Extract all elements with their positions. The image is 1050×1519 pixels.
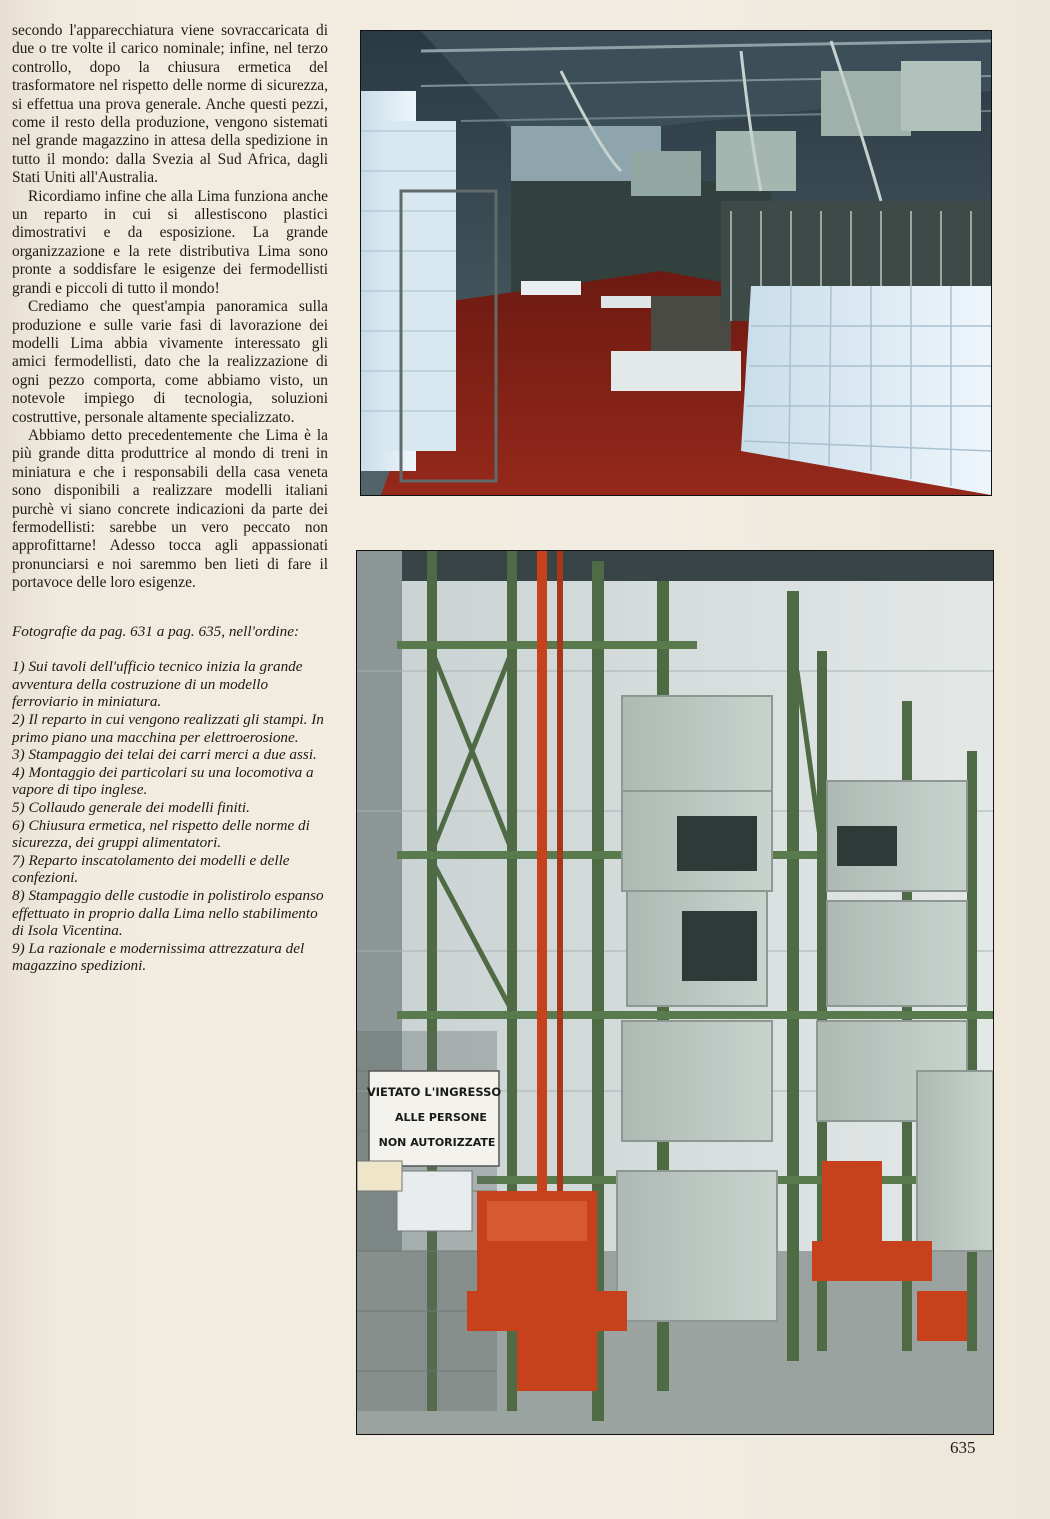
captions-intro: Fotografie da pag. 631 a pag. 635, nell'ordine:: [12, 622, 300, 640]
paragraph-2: Ricordiamo infine che alla Lima funziona anche un reparto in cui si allestiscono plastici dimostrativi e da esposizione. La grande organizzazione e la rete distributiva Lima sono pronte a soddisfare le esigenze dei fermodellisti grandi e piccoli di tutto il mondo!: [12, 187, 328, 297]
packaging-scene: [361, 31, 991, 495]
paragraph-1: secondo l'apparecchiatura viene sovraccaricata di due o tre volte il carico nominale; infine, nel terzo controllo, dopo la chiusura ermetica del trasformatore nel rispetto delle norme di sicurezza, si effettua una prova generale. Anche questi pezzi, come il resto della produzione, vengono sistemati nel grande magazzino in attesa della spedizione in tutto il mondo: dalla Svezia al Sud Africa, dagli Stati Uniti all'Australia.: [12, 22, 328, 187]
sign-line-2: ALLE PERSONE: [395, 1111, 487, 1124]
photo-captions: [12, 623, 328, 975]
caption-8: 8) Stampaggio delle custodie in polistirolo espanso effettuato in proprio dalla Lima nello stabilimento di Isola Vicentina.: [12, 886, 324, 940]
caption-9: 9) La razionale e modernissima attrezzatura del magazzino spedizioni.: [12, 939, 305, 975]
sign-line-1: VIETATO L'INGRESSO: [366, 1085, 502, 1099]
photo-packaging-department: [360, 30, 992, 496]
article-body: [12, 22, 328, 593]
sign-line-3: NON AUTORIZZATE: [378, 1136, 496, 1149]
caption-7: 7) Reparto inscatolamento dei modelli e delle confezioni.: [12, 851, 290, 887]
text-column: [12, 22, 328, 975]
warehouse-scene: [357, 551, 993, 1434]
caption-3: 3) Stampaggio dei telai dei carri merci a due assi.: [12, 746, 317, 764]
caption-2: 2) Il reparto in cui vengono realizzati gli stampi. In primo piano una macchina per elettroerosione.: [12, 710, 324, 746]
caption-1: 1) Sui tavoli dell'ufficio tecnico inizia la grande avventura della costruzione di un modello ferroviario in miniatura.: [12, 658, 303, 711]
caption-5: 5) Collaudo generale dei modelli finiti.: [12, 798, 250, 816]
page-number: 635: [950, 1438, 976, 1457]
paragraph-4: Abbiamo detto precedentemente che Lima è la più grande ditta produttrice al mondo di treni in miniatura e che i responsabili della casa veneta sono disponibili a realizzare modelli italiani purchè vi siano concrete indicazioni da parte dei fermodellisti: sarebbe un vero peccato non approfittarne! Adesso tocca agli appassionati pronunciarsi e noi saremmo ben lieti di fare il portavoce delle loro esigenze.: [12, 426, 328, 592]
paragraph-3: Crediamo che quest'ampia panoramica sulla produzione e sulle varie fasi di lavorazione dei modelli Lima abbia vivamente interessato gli amici fermodellisti, dato che la realizzazione di ogni pezzo comporta, come abbiamo visto, un notevole impiego di tecnologia, soluzioni costruttive, personale altamente specializzato.: [12, 298, 328, 426]
photo-warehouse: [356, 550, 994, 1435]
caption-6: 6) Chiusura ermetica, nel rispetto delle norme di sicurezza, dei gruppi alimentatori.: [12, 816, 310, 852]
warning-sign: [367, 1071, 502, 1166]
caption-4: 4) Montaggio dei particolari su una locomotiva a vapore di tipo inglese.: [12, 763, 314, 799]
